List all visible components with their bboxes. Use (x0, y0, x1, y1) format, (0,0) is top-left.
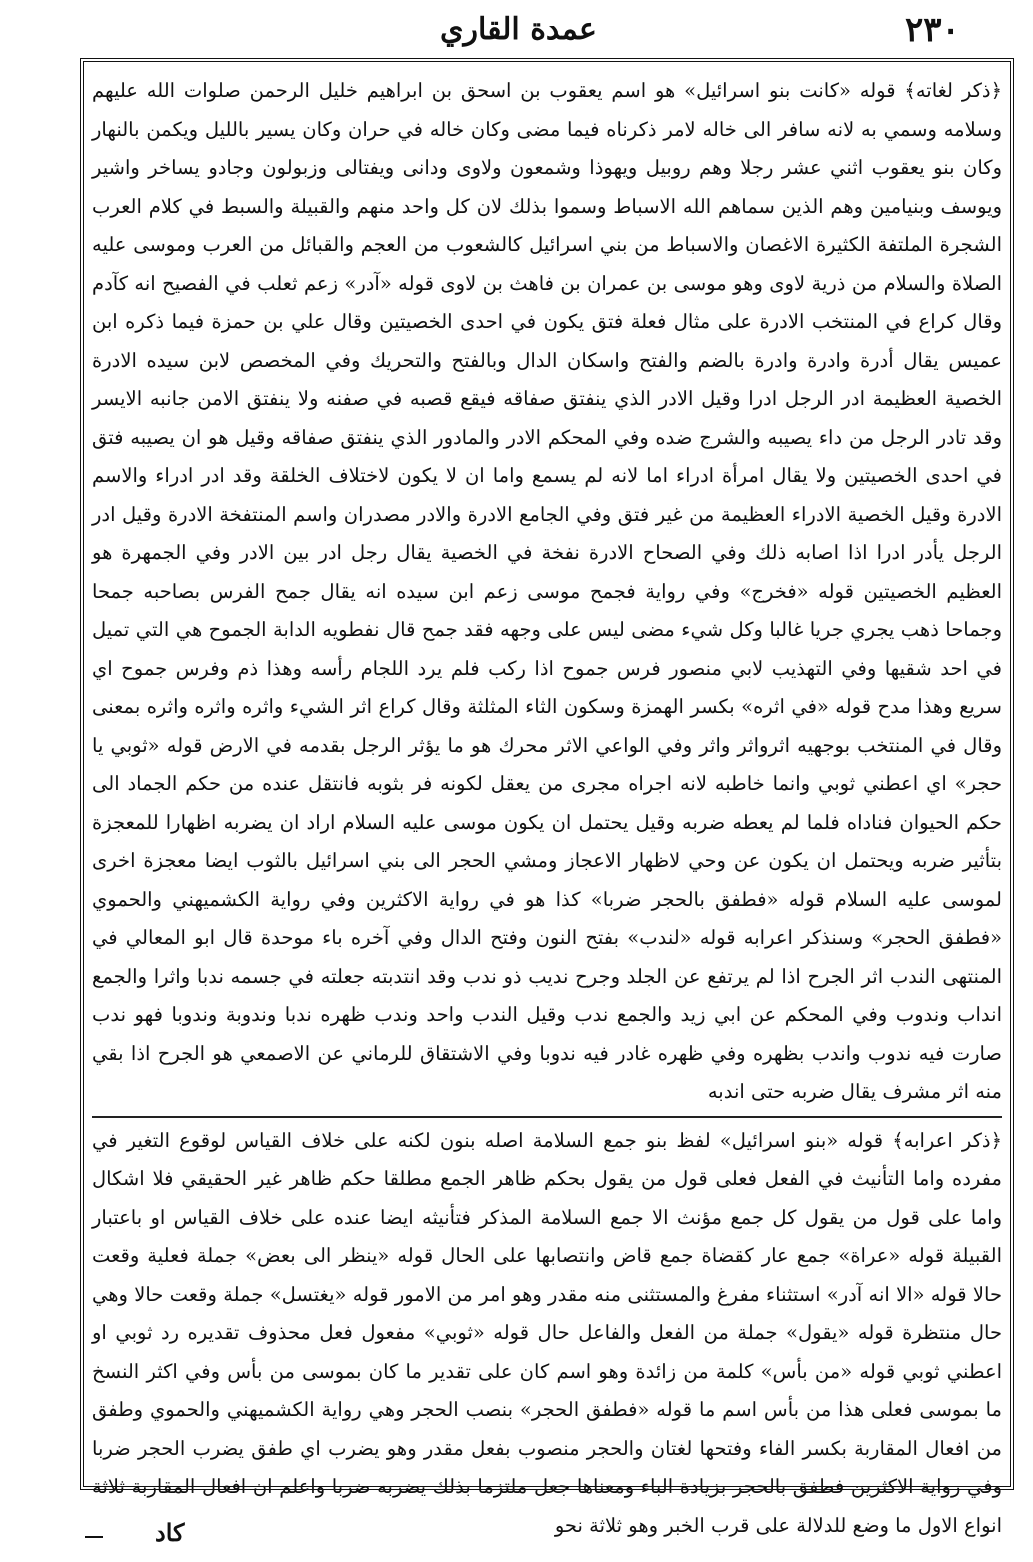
page-number: ٢٣٠ (905, 10, 960, 50)
paragraph-lexical-notes: ﴿ذكر لغاته﴾ قوله «كانت بنو اسرائيل» هو اسم يعقوب بن اسحق بن ابراهيم خليل الرحمن صلوات الله عليهم وسلامه وسمي به لانه سافر الى خاله لامر ذكرناه فيما مضى وكان خاله في حران وكان يسير بالليل ويكمن بالنهار وكان بنو يعقوب اثني عشر رجلا وهم روبيل ويهوذا وشمعون ولاوى ودانى ويفتالى وزبولون وجادو يساخر واشير ويوسف وبنيامين وهم الذين سماهم الله الاسباط وسموا بذلك لان كل واحد منهم والقبيلة والسبط في كلام العرب الشجرة الملتفة الكثيرة الاغصان والاسباط من بني اسرائيل كالشعوب من العجم والقبائل من العرب وموسى عليه الصلاة والسلام من ذرية لاوى وهو موسى بن عمران بن فاهث بن لاوى قوله «آدر» زعم ثعلب في الفصيح انه كآدم وقال كراع في المنتخب الادرة على مثال فعلة فتق يكون في احدى الخصيتين وقال علي بن حمزة فيما ذكره ابن عميس يقال أدرة وادرة وادرة بالضم والفتح واسكان الدال وبالفتح والتحريك وفي المخصص لابن سيده الادرة الخصية العظيمة ادر الرجل ادرا وقيل الادر الذي ينفتق صفاقه فيقع قصبه في صفنه ولا ينفتق الامن جانبه الايسر وقد تادر الرجل من داء يصيبه والشرج ضده وفي المحكم الادر والمادور الذي ينفتق صفاقه وقيل هو ان يصيبه فتق في احدى الخصيتين ولا يقال امرأة ادراء اما لانه لم يسمع واما ان لا يكون لاختلاف الخلقة وقد ادر ادراء والاسم الادرة وقيل الخصية الادراء العظيمة من غير فتق وفي الجامع الادرة والادر مصدران واسم المنتفخة الادرة وقيل ادر الرجل يأدر ادرا اذا اصابه ذلك وفي الصحاح الادرة نفخة في الخصية يقال رجل ادر بين الادر وفي الجمهرة هو العظيم الخصيتين قوله «فخرج» وفي رواية فجمح موسى زعم ابن سيده انه يقال جمح الفرس بصاحبه جمحا وجماحا ذهب يجري جريا غالبا وكل شيء مضى ليس على وجهه فقد جمح قال نفطويه الدابة الجموح هي التي تميل في احد شقيها وفي التهذيب لابي منصور فرس جموح اذا ركب فلم يرد اللجام رأسه وهذا ذم وفرس جموح اي سريع وهذا مدح قوله «في اثره» بكسر الهمزة وسكون الثاء المثلثة وقال كراع اثر الشيء واثره واثره واثره بمعنى وقال في المنتخب بوجهيه اثرواثر واثر وفي الواعي الاثر محرك هو ما يؤثر الرجل بقدمه في الارض قوله «ثوبي يا حجر» اي اعطني ثوبي وانما خاطبه لانه اجراه مجرى من يعقل لكونه فر بثوبه فانتقل عنده من حكم الجماد الى حكم الحيوان فناداه فلما لم يعطه ضربه وقيل يحتمل ان يكون موسى عليه السلام اراد ان يضربه اظهارا للمعجزة بتأثير ضربه ويحتمل ان يكون عن وحي لاظهار الاعجاز ومشي الحجر الى بني اسرائيل بالثوب ايضا معجزة اخرى لموسى عليه السلام قوله «فطفق بالحجر ضربا» كذا هو في رواية الاكثرين وفي رواية الكشميهني والحموي «فطفق الحجر» وسنذكر اعرابه قوله «لندب» بفتح النون وفتح الدال وفي آخره باء موحدة قال ابو المعالي في المنتهى الندب اثر الجرح اذا لم يرتفع عن الجلد وجرح نديب ذو ندب وقد انتدبته جعلته في جسمه ندبا واثرا والجمع انداب وندوب وفي المحكم عن ابي زيد والجمع ندب وقيل الندب واحد وندب ظهره ندبا وندوبة وندوبا فهو ندب صارت فيه ندوب واندب بظهره وفي ظهره غادر فيه ندوبا وفي الاشتقاق للرماني عن الاصمعي هو الجرح اذا بقي منه اثر مشرف يقال ضربه حتى اندبه (92, 79, 1002, 1103)
footer-dash (85, 1536, 103, 1538)
body-text (92, 72, 1002, 1545)
running-title: عمدة القاري (440, 12, 597, 47)
paragraph-grammatical-analysis: ﴿ذكر اعرابه﴾ قوله «بنو اسرائيل» لفظ بنو جمع السلامة اصله بنون لكنه على خلاف القياس لوقوع التغير في مفرده واما التأنيث في الفعل فعلى قول من يقول بحكم ظاهر الجمع مطلقا حكم ظاهر غير الحقيقي فلا اشكال واما على قول من يقول كل جمع مؤنث الا جمع السلامة المذكر فتأنيثه ايضا عنده على خلاف القياس او باعتبار القبيلة قوله «عراة» جمع عار كقضاة جمع قاض وانتصابها على الحال قوله «ينظر الى بعض» جملة فعلية وقعت حالا قوله «الا انه آدر» استثناء مفرغ والمستثنى منه مقدر وهو امر من الامور قوله «يغتسل» جملة وقعت حالا وهي حال منتظرة قوله «يقول» جملة من الفعل والفاعل حال قوله «ثوبي» مفعول فعل محذوف تقديره رد ثوبي او اعطني ثوبي قوله «من بأس» كلمة من زائدة وهو اسم كان على تقدير ما كان بموسى من بأس وفي اكثر النسخ ما بموسى فعلى هذا من بأس اسم ما قوله «فطفق الحجر» بنصب الحجر وهي رواية الكشميهني والحموي وطفق من افعال المقاربة بكسر الفاء وفتحها لغتان والحجر منصوب بفعل مقدر وهو يضرب اي طفق يضرب الحجر ضربا وفي رواية الاكثرين فطفق بالحجر بزيادة الباء ومعناها جعل ملتزما بذلك يضربه ضربا واعلم ان افعال المقاربة ثلاثة انواع الاول ما وضع للدلالة على قرب الخبر وهو ثلاثة نحو (92, 1116, 1002, 1546)
catchword: كاد (155, 1518, 185, 1547)
